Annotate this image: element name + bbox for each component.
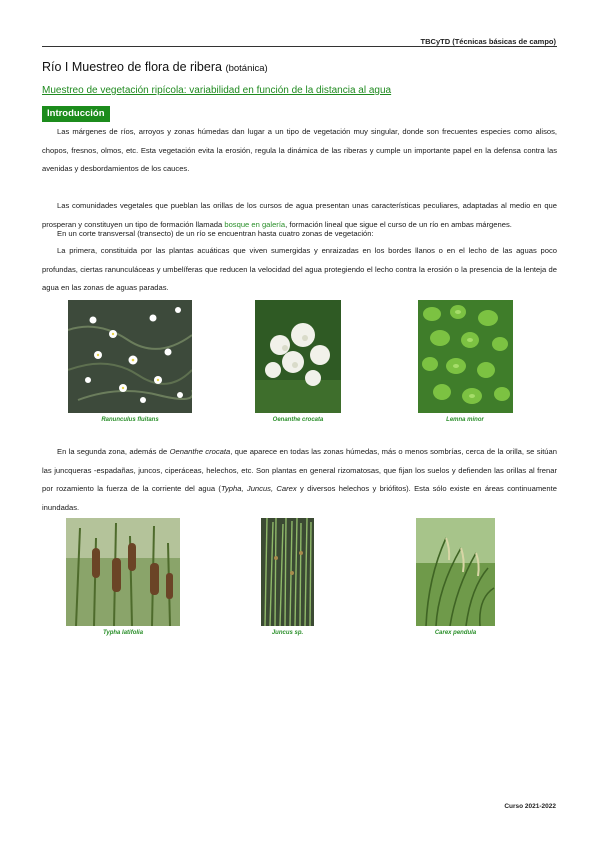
oenanthe-photo xyxy=(255,300,341,413)
header-divider xyxy=(42,46,557,47)
paragraph-5-text-c: y diversos helechos y briófitos). Esta sólo existe en áreas continuamente inundadas. xyxy=(42,484,557,512)
paragraph-2-text-b: , formación lineal que sigue el curso de un río en ambas márgenes. xyxy=(285,219,512,229)
section-heading-introduccion: Introducción xyxy=(42,106,110,122)
page-title-main: Río I Muestreo de flora de ribera xyxy=(42,60,222,74)
figure-caption: Oenanthe crocata xyxy=(272,417,324,423)
header-course-title: TBCyTD (Técnicas básicas de campo) xyxy=(420,37,556,46)
paragraph-1: Las márgenes de ríos, arroyos y zonas húmedas dan lugar a un tipo de vegetación muy singular, donde son frecuentes especies como alisos, chopos, fresnos, olmos, etc. Esta vegetación evita la erosión, regula la dinámica de las riberas y cumple un importante papel en la defensa contra las avenidas y desbordamientos de los cauces. xyxy=(42,127,557,173)
carex-photo xyxy=(416,518,495,626)
juncus-photo xyxy=(261,518,314,626)
paragraph-3: En un corte transversal (transecto) de un río se encuentran hasta cuatro zonas de vegetación: xyxy=(57,229,374,238)
paragraph-5-species-2: Typha, Juncus, Carex xyxy=(220,484,297,493)
paragraph-5-text-b: , que aparece en todas las zonas húmedas, más o menos sombrías, cerca de la orilla, se sitúan las juncqueras -espadañas, juncos, ciperáceas, helechos, etc. Son plantas en general rizomatosas, que fijan los suelos y defienden las orillas al frenar por rozamiento la fuerza de la corriente del agua ( xyxy=(42,447,557,493)
figure-caption: Typha latifolia xyxy=(102,630,144,636)
figure-caption: Juncus sp. xyxy=(271,630,304,636)
paragraph-2-text-a: Las comunidades vegetales que pueblan las orillas de los cursos de agua presentan unas características peculiares, adaptadas al medio en que prosperan y constituyen un tipo de formación llamada xyxy=(42,201,557,229)
figure-caption: Carex pendula xyxy=(434,630,477,636)
figure-caption: Lemna minor xyxy=(446,417,484,423)
paragraph-5 xyxy=(42,443,557,517)
page-subtitle-link[interactable]: Muestreo de vegetación ripícola: variabilidad en función de la distancia al agua xyxy=(42,85,392,96)
figure-caption: Ranunculus fluitans xyxy=(101,417,159,423)
footer-course-year: Curso 2021-2022 xyxy=(504,803,556,810)
page-title xyxy=(42,60,268,74)
paragraph-5-species-1: Oenanthe crocata xyxy=(169,447,231,456)
bosque-en-galeria-link[interactable]: bosque en galería xyxy=(224,219,286,229)
paragraph-4: La primera, constituida por las plantas acuáticas que viven sumergidas y enraizadas en los bordes llanos o en el lecho de las aguas poco profundas, ciertas ranunculáceas y umbelíferas que reducen la velocidad del agua protegiendo el lecho contra la erosión o la presencia de la lenteja de agua en las zonas de aguas paradas. xyxy=(42,246,557,292)
typha-photo xyxy=(66,518,180,626)
ranunculus-photo xyxy=(68,300,192,413)
page-title-qualifier: (botánica) xyxy=(225,63,268,74)
lemna-photo xyxy=(418,300,513,413)
paragraph-5-text-a: En la segunda zona, además de xyxy=(57,447,170,456)
